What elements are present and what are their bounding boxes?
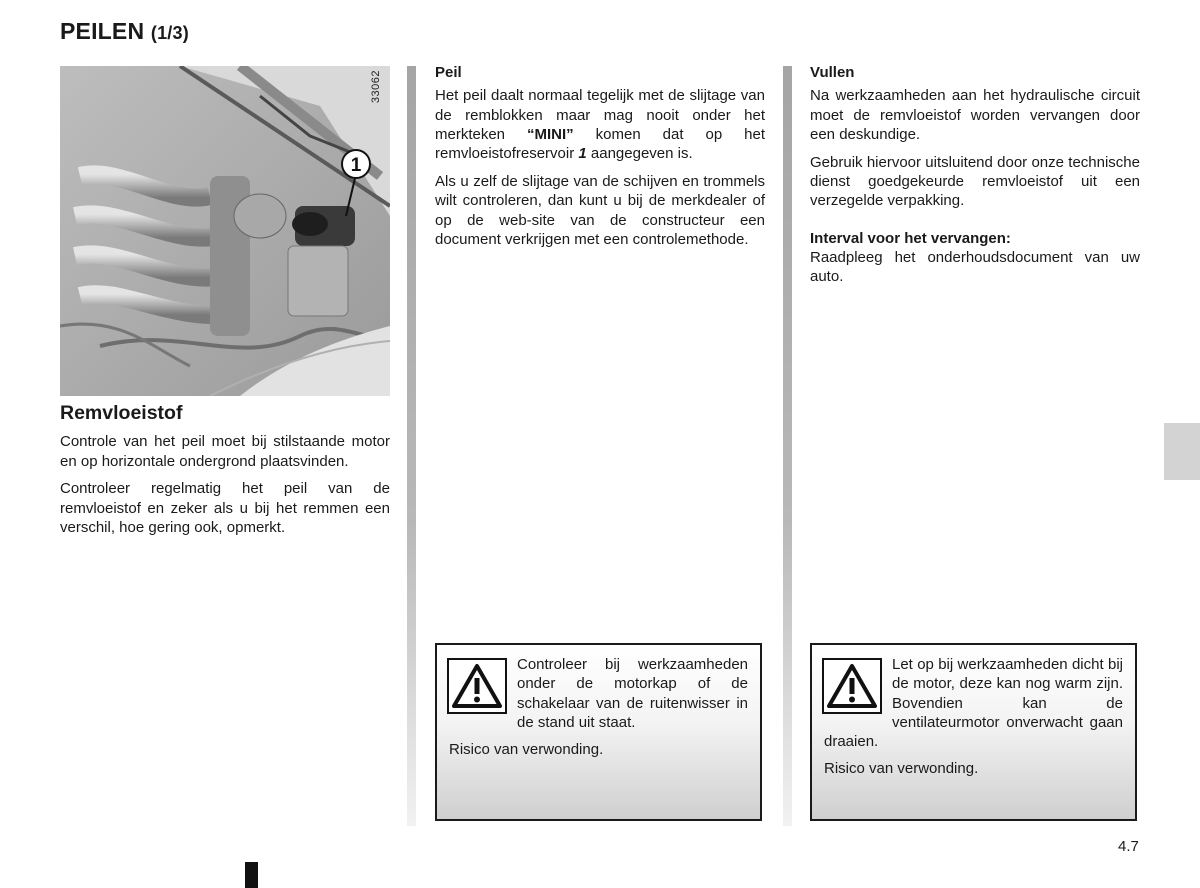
interval-text: Raadpleeg het onderhoudsdocument van uw auto. bbox=[810, 248, 1140, 286]
print-mark bbox=[245, 862, 258, 888]
warning-risk: Risico van verwonding. bbox=[449, 741, 604, 759]
column-left bbox=[60, 404, 390, 546]
reservoir-number: 1 bbox=[578, 145, 587, 163]
column-divider-2 bbox=[783, 66, 792, 826]
column-right bbox=[810, 63, 1140, 295]
warning-triangle-icon bbox=[447, 658, 507, 714]
column-divider-1 bbox=[407, 66, 416, 826]
section-heading-remvloeistof: Remvloeistof bbox=[60, 402, 183, 424]
section-heading-vullen: Vullen bbox=[810, 64, 855, 81]
section-heading-peil: Peil bbox=[435, 64, 462, 81]
paragraph-peil-2: Als u zelf de slijtage van de schijven en trommels wilt controleren, dan kunt u bij de merkdealer of op de web-site van de constructeur een document verkrijgen met een controlemethode. bbox=[435, 172, 765, 248]
paragraph-vullen-1: Na werkzaamheden aan het hydraulische circuit moet de remvloeistof worden vervangen door een deskundige. bbox=[810, 87, 1140, 143]
mini-mark-label: “MINI” bbox=[527, 125, 574, 143]
paragraph-vullen-2: Gebruik hiervoor uitsluitend door onze technische dienst goedgekeurde remvloeistof uit een verzegelde verpakking. bbox=[810, 153, 1140, 210]
paragraph-peil-1 bbox=[435, 86, 765, 163]
warning-text: Let op bij werkzaamheden dicht bij de motor, deze kan nog warm zijn. Bovendien kan de ventilateurmotor onverwacht gaan draaien. bbox=[824, 656, 1123, 751]
chapter-tab bbox=[1164, 423, 1200, 480]
page-indicator: (1/3) bbox=[150, 23, 189, 43]
engine-bay-illustration bbox=[60, 66, 390, 396]
paragraph: Controle van het peil moet bij stilstaande motor en op horizontale ondergrond plaatsvinden. bbox=[60, 433, 390, 470]
page-title bbox=[60, 18, 189, 45]
text-run: komen dat op het remvloeistofreservoir bbox=[435, 125, 765, 163]
callout-number: 1 bbox=[350, 155, 362, 176]
warning-triangle-icon bbox=[822, 658, 882, 714]
paragraph: Controleer regelmatig het peil van de remvloeistof en zeker als u bij het remmen een verschil, hoe gering ook, opmerkt. bbox=[60, 480, 390, 536]
warning-box-wiper bbox=[435, 643, 762, 821]
warning-text: Controleer bij werkzaamheden onder de motorkap of de schakelaar van de ruitenwisser in de stand uit staat. bbox=[517, 656, 748, 731]
figure-reference: 33062 bbox=[370, 70, 382, 104]
text-run: aangegeven is. bbox=[586, 145, 693, 163]
engine-bay-photo bbox=[60, 66, 390, 396]
warning-box-engine bbox=[810, 643, 1137, 821]
interval-heading: Interval voor het vervangen: bbox=[810, 229, 1011, 247]
page-title-text: PEILEN bbox=[60, 18, 145, 44]
column-middle bbox=[435, 63, 765, 258]
page-number: 4.7 bbox=[1118, 838, 1139, 855]
text-run: Het peil daalt normaal tegelijk met de slijtage van de remblokken maar mag nooit onder het merkteken bbox=[435, 87, 765, 143]
warning-risk: Risico van verwonding. bbox=[824, 760, 979, 778]
